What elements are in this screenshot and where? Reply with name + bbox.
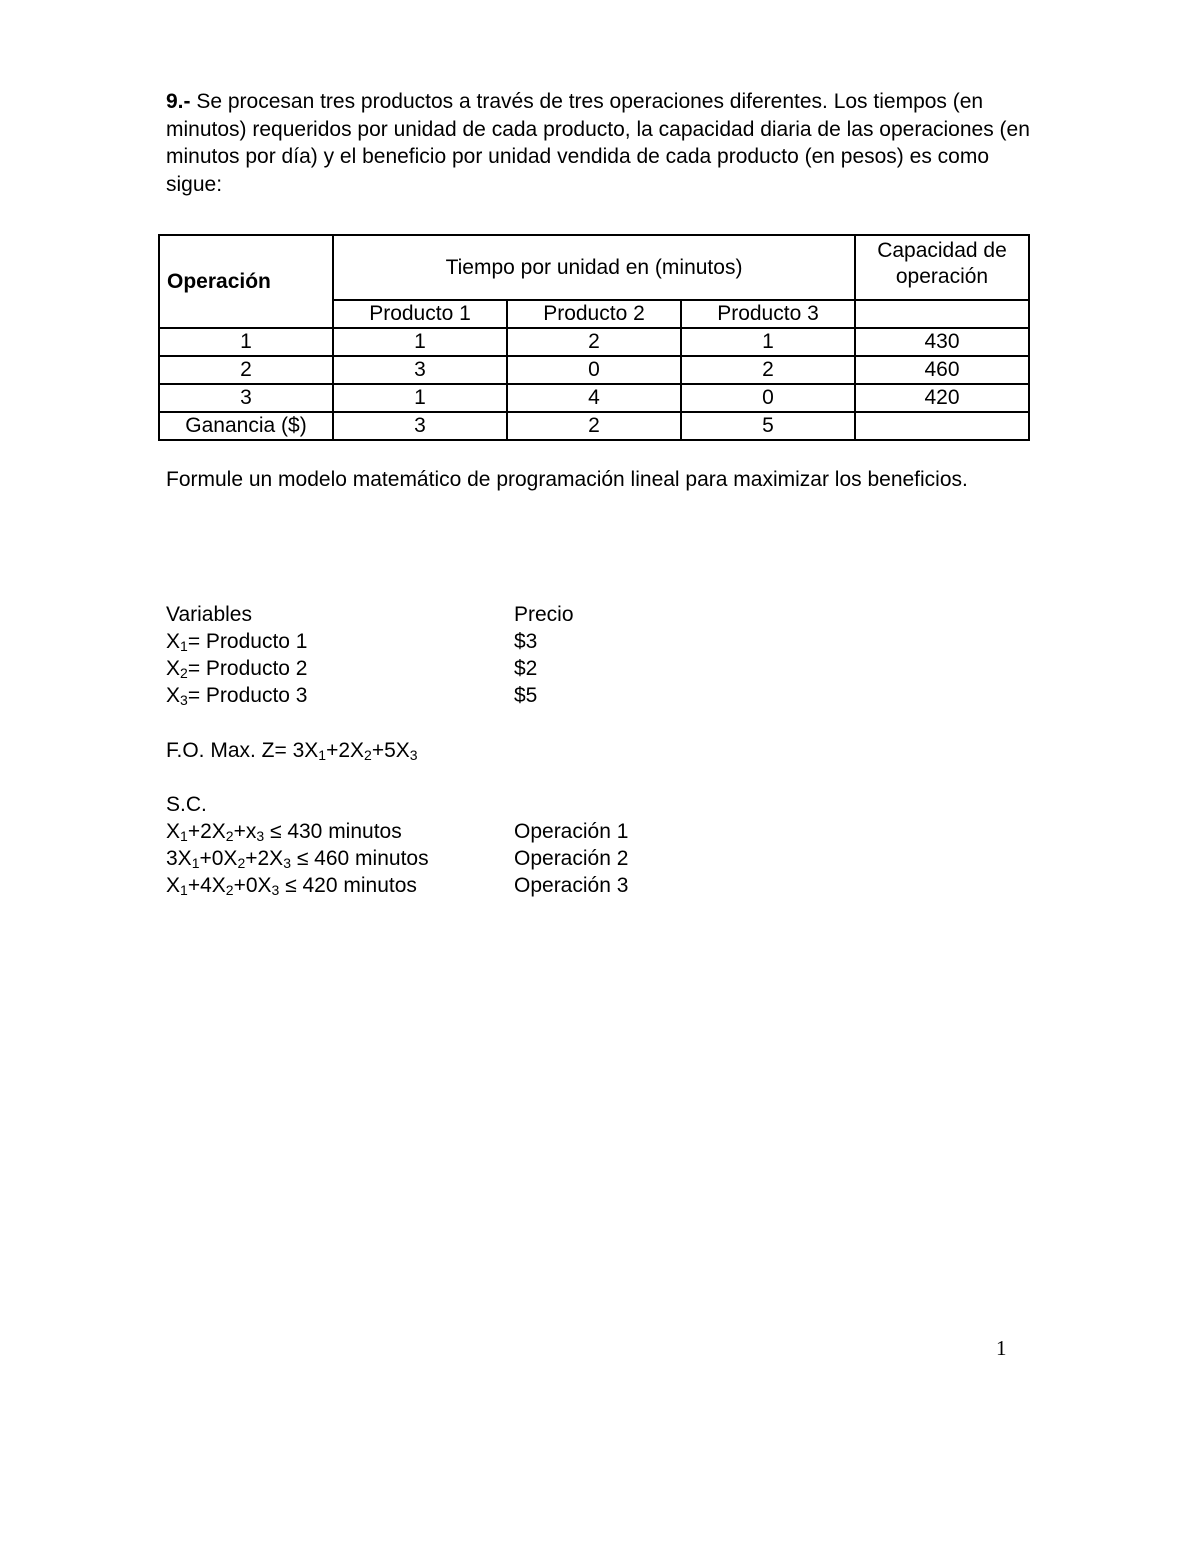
profit-cell: 2 xyxy=(507,412,681,440)
table-row xyxy=(159,356,1029,384)
time-cell: 4 xyxy=(507,384,681,412)
page-number: 1 xyxy=(996,1336,1007,1360)
operation-cell: 3 xyxy=(159,384,333,412)
constraint-operation: Operación 2 xyxy=(514,847,629,870)
capacity-cell: 430 xyxy=(855,328,1029,356)
variable-price: $3 xyxy=(514,630,538,653)
time-cell: 2 xyxy=(681,356,855,384)
capacity-cell: 420 xyxy=(855,384,1029,412)
problem-number: 9.- xyxy=(166,90,191,113)
operation-cell: 2 xyxy=(159,356,333,384)
empty-cell xyxy=(855,412,1029,440)
time-cell: 1 xyxy=(681,328,855,356)
time-header: Tiempo por unidad en (minutos) xyxy=(333,235,855,300)
constraint: $X_1+4X_2+0X_3 \le 420$ minutos xyxy=(166,874,417,898)
time-cell: 2 xyxy=(507,328,681,356)
empty-cell xyxy=(855,300,1029,328)
profit-cell: 5 xyxy=(681,412,855,440)
time-cell: 0 xyxy=(681,384,855,412)
table-row xyxy=(159,384,1029,412)
intro-paragraph xyxy=(166,88,1046,198)
variable-def: $X_1=$ Producto 1 xyxy=(166,630,308,654)
profit-cell: 3 xyxy=(333,412,507,440)
product-header: Producto 2 xyxy=(507,300,681,328)
operations-table xyxy=(158,234,1030,441)
table-row xyxy=(159,328,1029,356)
capacity-header: Capacidad de operación xyxy=(855,235,1029,300)
problem-statement: Formule un modelo matemático de programación lineal para maximizar los beneficios. xyxy=(166,468,968,491)
time-cell: 0 xyxy=(507,356,681,384)
constraint: $3X_1+0X_2+2X_3 \le 460$ minutos xyxy=(166,847,429,871)
time-cell: 3 xyxy=(333,356,507,384)
capacity-cell: 460 xyxy=(855,356,1029,384)
operation-cell: 1 xyxy=(159,328,333,356)
constraints-label: S.C. xyxy=(166,793,207,816)
price-header: Precio xyxy=(514,603,574,626)
profit-label: Ganancia ($) xyxy=(159,412,333,440)
product-header: Producto 1 xyxy=(333,300,507,328)
time-cell: 1 xyxy=(333,328,507,356)
constraint-operation: Operación 1 xyxy=(514,820,629,843)
time-cell: 1 xyxy=(333,384,507,412)
intro-text: Se procesan tres productos a través de tres operaciones diferentes. Los tiempos (en minutos) requeridos por unidad de cada producto, la capacidad diaria de las operaciones (en minutos por día) y el beneficio por unidad vendida de cada producto (en pesos) es como sigue: xyxy=(166,90,1030,196)
objective-function: F.O. Max. $Z= 3X_1+2X_2+5X_3$ xyxy=(166,739,418,763)
product-header: Producto 3 xyxy=(681,300,855,328)
variable-price: $2 xyxy=(514,657,538,680)
variable-price: $5 xyxy=(514,684,538,707)
operation-header: Operación xyxy=(159,235,333,328)
constraint: $X_1+2X_2+x_3 \le 430$ minutos xyxy=(166,820,402,844)
constraint-operation: Operación 3 xyxy=(514,874,629,897)
variables-header: Variables xyxy=(166,603,252,626)
profit-row xyxy=(159,412,1029,440)
variable-def: $X_3=$ Producto 3 xyxy=(166,684,308,708)
variable-def: $X_2=$ Producto 2 xyxy=(166,657,308,681)
